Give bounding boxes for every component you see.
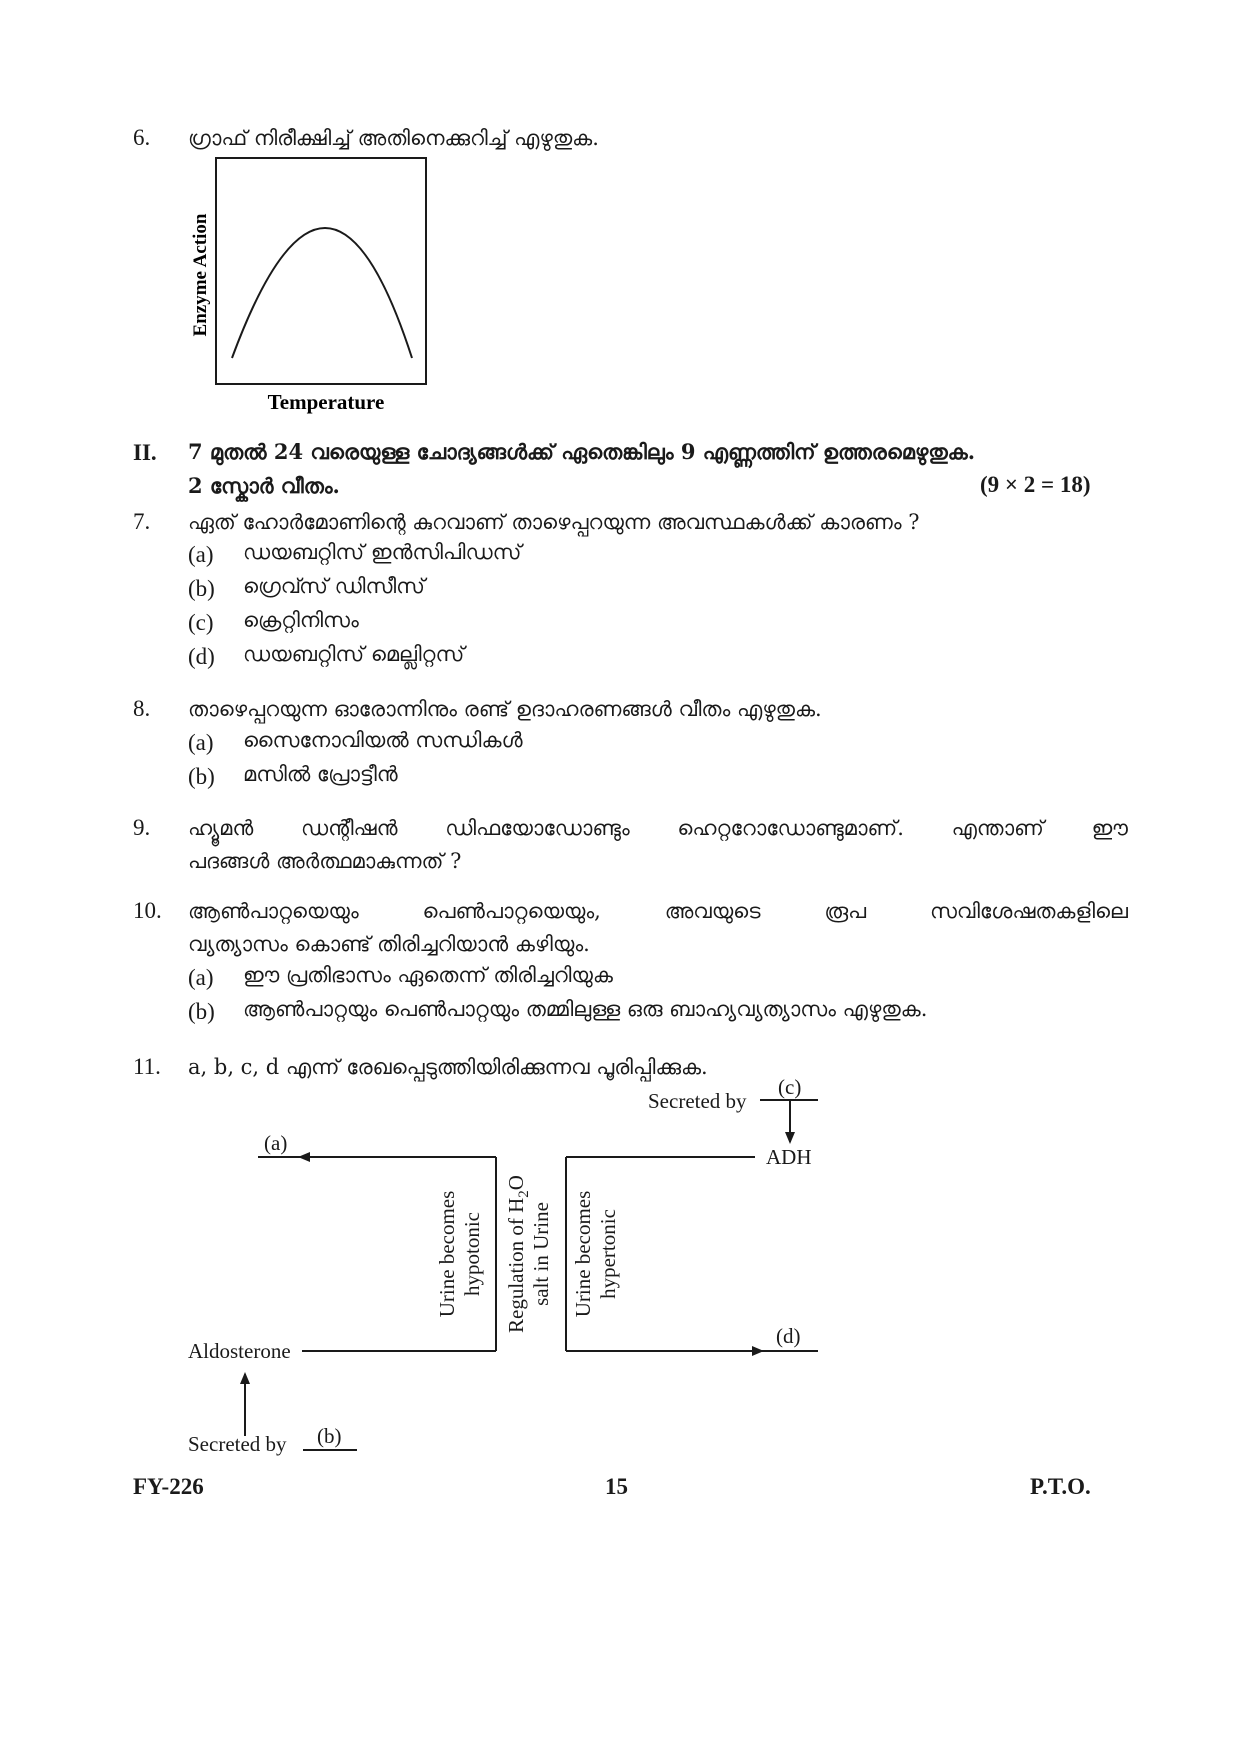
regulation-text: Regulation of H — [504, 1197, 528, 1333]
q9-word: ഈ — [1091, 816, 1128, 840]
q9-line2: പദങ്ങൾ അർത്ഥമാകുന്നത് ? — [188, 849, 462, 873]
d-label: (d) — [776, 1324, 801, 1348]
q8-option-a-text: സൈനോവിയൽ സന്ധികൾ — [243, 728, 523, 752]
q8-text: താഴെപ്പറയുന്ന ഓരോന്നിനും രണ്ട് ഉദാഹരണങ്ങൾ വീതം എഴുതുക. — [188, 697, 822, 721]
q10-option-a-label: (a) — [188, 965, 214, 990]
q10-word: രൂപ — [824, 899, 867, 923]
q7-option-c-text: ക്രെറ്റിനിസം — [243, 608, 359, 632]
q7-option-a-label: (a) — [188, 542, 214, 567]
q7-option-d-text: ഡയബറ്റിസ് മെല്ലിറ്റസ് — [243, 642, 465, 666]
regulation-o: O — [504, 1175, 528, 1191]
q8-option-a-label: (a) — [188, 730, 214, 755]
q7-option-d-label: (d) — [188, 644, 215, 669]
q10-word: അവയുടെ — [664, 899, 761, 923]
q6-text: ഗ്രാഫ് നിരീക്ഷിച്ച് അതിനെക്കുറിച്ച് എഴുതുക. — [188, 126, 599, 150]
footer-page-number: 15 — [605, 1474, 628, 1499]
aldosterone-label: Aldosterone — [188, 1339, 291, 1363]
footer-code: FY-226 — [133, 1474, 204, 1499]
q10-option-b-label: (b) — [188, 999, 215, 1024]
q10-number: 10. — [133, 898, 162, 923]
c-label: (c) — [778, 1075, 802, 1099]
q10-option-a-text: ഈ പ്രതിഭാസം ഏതെന്ന് തിരിച്ചറിയുക — [243, 963, 613, 987]
q7-number: 7. — [133, 509, 151, 534]
q9-word: എന്താണ് — [951, 816, 1044, 840]
q9-number: 9. — [133, 815, 151, 840]
q10-word: പെൺപാറ്റയെയും, — [422, 899, 601, 923]
graph-ylabel: Enzyme Action — [190, 213, 211, 337]
footer-pto: P.T.O. — [1030, 1474, 1091, 1499]
q11-number: 11. — [133, 1054, 161, 1079]
q8-number: 8. — [133, 696, 151, 721]
q8-option-b-text: മസിൽ പ്രോട്ടീൻ — [243, 762, 398, 786]
q7-text: ഏത് ഹോർമോണിന്റെ കുറവാണ് താഴെപ്പറയുന്ന അവസ്ഥകൾക്ക് കാരണം ? — [188, 510, 920, 534]
hypotonic-line1: Urine becomes — [435, 1190, 459, 1318]
q9-word: ഹ്യൂമൻ — [188, 816, 254, 840]
secreted-by-bottom-label: Secreted by — [188, 1432, 287, 1456]
section-instruction-line2: 2 സ്കോർ വീതം. — [188, 473, 340, 498]
q10-option-b-text: ആൺപാറ്റയും പെൺപാറ്റയും തമ്മിലുള്ള ഒരു ബാഹ്യവ്യത്യാസം എഴുതുക. — [243, 997, 928, 1021]
q7-option-a-text: ഡയബറ്റിസ് ഇൻസിപിഡസ് — [243, 540, 522, 564]
section-instruction-line1: 7 മുതൽ 24 വരെയുള്ള ചോദ്യങ്ങൾക്ക് ഏതെങ്കിലും 9 എണ്ണത്തിന് ഉത്തരമെഴുതുക. — [188, 439, 976, 464]
b-label: (b) — [317, 1424, 342, 1448]
graph-xlabel: Temperature — [267, 390, 385, 414]
hypotonic-line2: hypotonic — [460, 1212, 484, 1296]
hypertonic-line2: hypertonic — [596, 1209, 620, 1299]
q10-word: ആൺപാറ്റയെയും — [188, 899, 359, 923]
q7-option-b-label: (b) — [188, 576, 215, 601]
regulation-line2: salt in Urine — [529, 1202, 553, 1306]
hypertonic-line1: Urine becomes — [571, 1190, 595, 1318]
section-numeral: II. — [133, 440, 157, 465]
q9-word: ഡിഫയോഡോണ്ടും — [445, 816, 630, 840]
q11-text: a, b, c, d എന്ന് രേഖപ്പെടുത്തിയിരിക്കുന്നവ പൂരിപ്പിക്കുക. — [188, 1055, 708, 1079]
a-label: (a) — [264, 1131, 288, 1155]
q10-line2: വ്യത്യാസം കൊണ്ട് തിരിച്ചറിയാൻ കഴിയും. — [188, 932, 590, 956]
q7-option-c-label: (c) — [188, 610, 214, 635]
q9-word: ഡന്റീഷൻ — [301, 816, 398, 840]
q10-word: സവിശേഷതകളിലെ — [929, 899, 1128, 923]
q7-option-b-text: ഗ്രെവ്സ് ഡിസീസ് — [243, 574, 425, 598]
section-marks: (9 × 2 = 18) — [980, 472, 1091, 497]
q6-number: 6. — [133, 125, 151, 150]
regulation-subscript: 2 — [516, 1190, 532, 1198]
secreted-by-top-label: Secreted by — [648, 1089, 747, 1113]
q9-word: ഹെറ്ററോഡോണ്ടുമാണ്. — [677, 816, 904, 840]
adh-label: ADH — [766, 1145, 812, 1169]
q8-option-b-label: (b) — [188, 764, 215, 789]
regulation-line1 — [504, 1175, 532, 1333]
